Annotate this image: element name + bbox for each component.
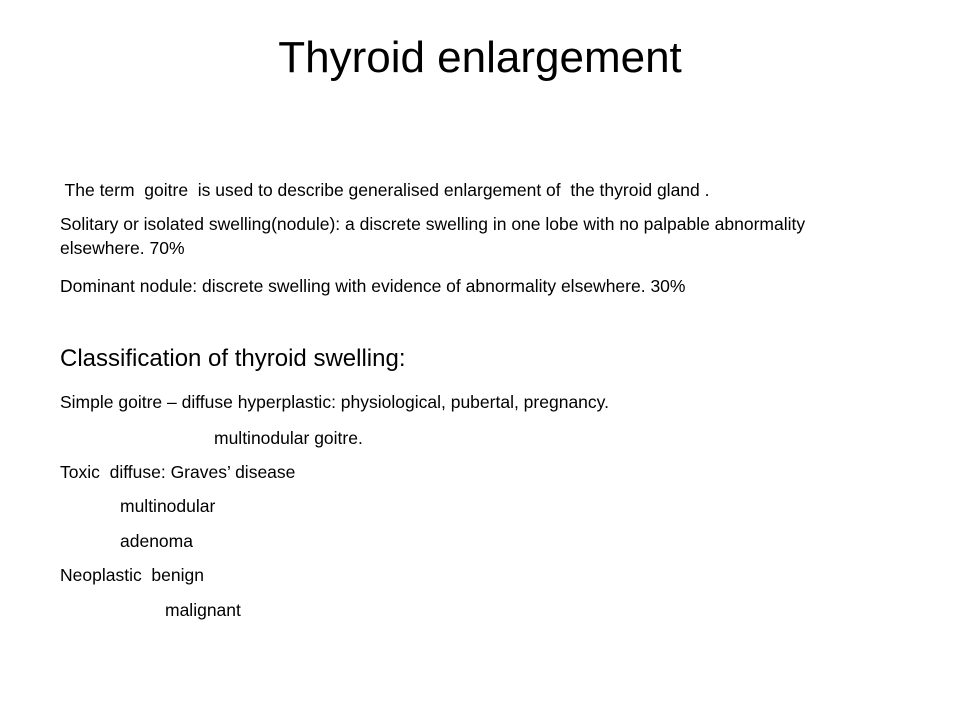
classification-item: Toxic diffuse: Graves’ disease bbox=[60, 462, 296, 482]
classification-item: Simple goitre – diffuse hyperplastic: physiological, pubertal, pregnancy. bbox=[60, 392, 609, 412]
solitary-nodule-text: Solitary or isolated swelling(nodule): a discrete swelling in one lobe with no palpable abnormality elsewhere. 70% bbox=[60, 214, 811, 258]
classification-item: multinodular goitre. bbox=[214, 428, 363, 448]
classification-item: Neoplastic benign bbox=[60, 565, 204, 585]
classification-item: multinodular bbox=[120, 496, 216, 516]
intro-text: The term goitre is used to describe generalised enlargement of the thyroid gland . bbox=[60, 180, 710, 200]
dominant-nodule-text: Dominant nodule: discrete swelling with evidence of abnormality elsewhere. 30% bbox=[60, 276, 686, 296]
classification-item: malignant bbox=[165, 600, 241, 620]
classification-heading: Classification of thyroid swelling: bbox=[60, 345, 406, 372]
slide-title: Thyroid enlargement bbox=[278, 33, 682, 82]
classification-item: adenoma bbox=[120, 531, 193, 551]
